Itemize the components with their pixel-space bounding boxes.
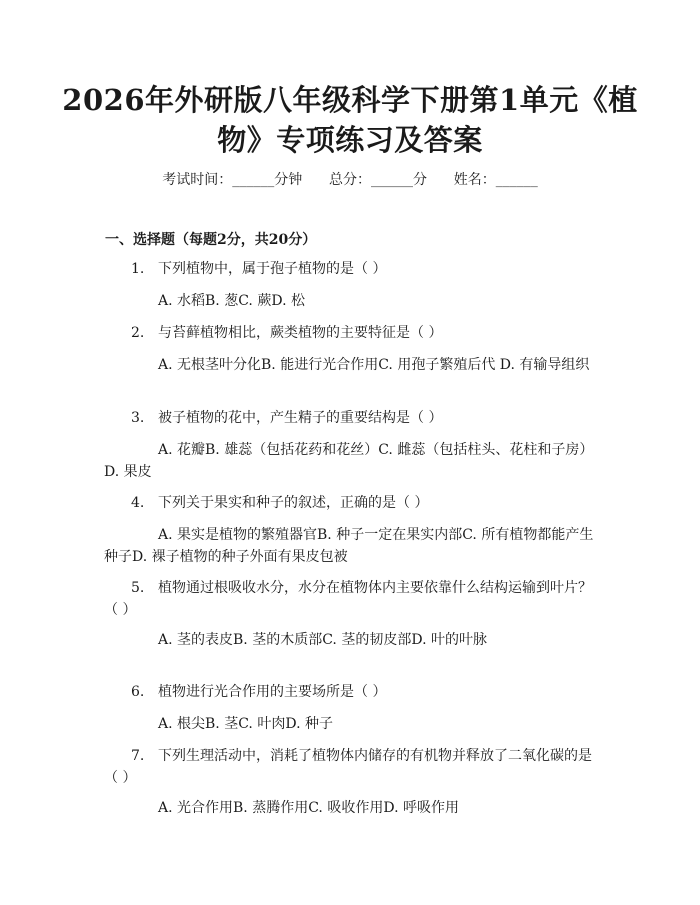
question-1 — [104, 258, 600, 280]
option-b: B. 种子一定在果实内部 — [317, 527, 463, 543]
question-text: 下列生理活动中，消耗了植物体内储存的有机物并释放了二氧化碳的是（ ） — [104, 748, 592, 786]
question-7 — [104, 745, 600, 789]
section-heading-choice: 一、选择题（每题2分，共20分） — [105, 232, 317, 248]
question-3 — [104, 407, 600, 429]
option-c: C. 雌蕊（包括柱头、花柱和子房） — [378, 442, 594, 458]
document-title-line-1: 2026年外研版八年级科学下册第1单元《植 — [62, 83, 638, 117]
question-7-options — [104, 797, 600, 819]
document-title-line-2: 物》专项练习及答案 — [217, 123, 483, 157]
question-number: 2. — [131, 325, 145, 341]
question-2-options — [104, 354, 600, 376]
question-text: 植物通过根吸收水分，水分在植物体内主要依靠什么结构运输到叶片？（ ） — [104, 580, 592, 618]
exam-info: 考试时间：______分钟 总分：______分 姓名：______ — [162, 172, 538, 188]
question-5 — [104, 577, 600, 621]
option-b: B. 能进行光合作用 — [261, 357, 379, 373]
question-3-options — [104, 439, 600, 483]
question-5-options — [104, 629, 600, 651]
question-2 — [104, 322, 600, 344]
option-d: D. 裸子植物的种子外面有果皮包被 — [132, 549, 348, 565]
option-c: C. 所有植物都能产生种子 — [104, 527, 594, 565]
option-b: B. 葱 — [205, 293, 239, 309]
option-c: C. 吸收作用 — [308, 800, 384, 816]
option-c: C. 蕨 — [238, 293, 272, 309]
question-number: 6. — [131, 684, 145, 700]
option-a: A. 果实是植物的繁殖器官 — [158, 527, 318, 543]
option-d: D. 松 — [271, 293, 305, 309]
option-d: D. 种子 — [285, 716, 333, 732]
question-number: 5. — [131, 580, 145, 596]
question-number: 4. — [131, 495, 145, 511]
question-4-options — [104, 524, 600, 568]
question-text: 下列植物中，属于孢子植物的是（ ） — [158, 261, 387, 277]
question-number: 1. — [131, 261, 145, 277]
question-1-options — [104, 290, 600, 312]
option-b: B. 蒸腾作用 — [233, 800, 309, 816]
question-6 — [104, 681, 600, 703]
option-d: D. 呼吸作用 — [383, 800, 459, 816]
question-text: 与苔藓植物相比，蕨类植物的主要特征是（ ） — [158, 325, 443, 341]
option-d: D. 果皮 — [104, 464, 152, 480]
option-a: A. 茎的表皮 — [158, 632, 234, 648]
option-b: B. 雄蕊（包括花药和花丝） — [205, 442, 379, 458]
option-a: A. 水稻 — [158, 293, 206, 309]
option-a: A. 花瓣 — [158, 442, 206, 458]
option-d: D. 有输导组织 — [499, 357, 590, 373]
option-a: A. 光合作用 — [158, 800, 234, 816]
option-c: C. 叶肉 — [238, 716, 286, 732]
option-b: B. 茎 — [205, 716, 239, 732]
option-b: B. 茎的木质部 — [233, 632, 323, 648]
option-c: C. 茎的韧皮部 — [322, 632, 412, 648]
question-text: 植物进行光合作用的主要场所是（ ） — [158, 684, 387, 700]
option-a: A. 根尖 — [158, 716, 206, 732]
question-4 — [104, 492, 600, 514]
question-number: 3. — [131, 410, 145, 426]
question-text: 被子植物的花中，产生精子的重要结构是（ ） — [158, 410, 443, 426]
question-6-options — [104, 713, 600, 735]
option-c: C. 用孢子繁殖后代 — [378, 357, 496, 373]
question-text: 下列关于果实和种子的叙述，正确的是（ ） — [158, 495, 429, 511]
question-number: 7. — [131, 748, 145, 764]
option-d: D. 叶的叶脉 — [411, 632, 487, 648]
option-a: A. 无根茎叶分化 — [158, 357, 262, 373]
